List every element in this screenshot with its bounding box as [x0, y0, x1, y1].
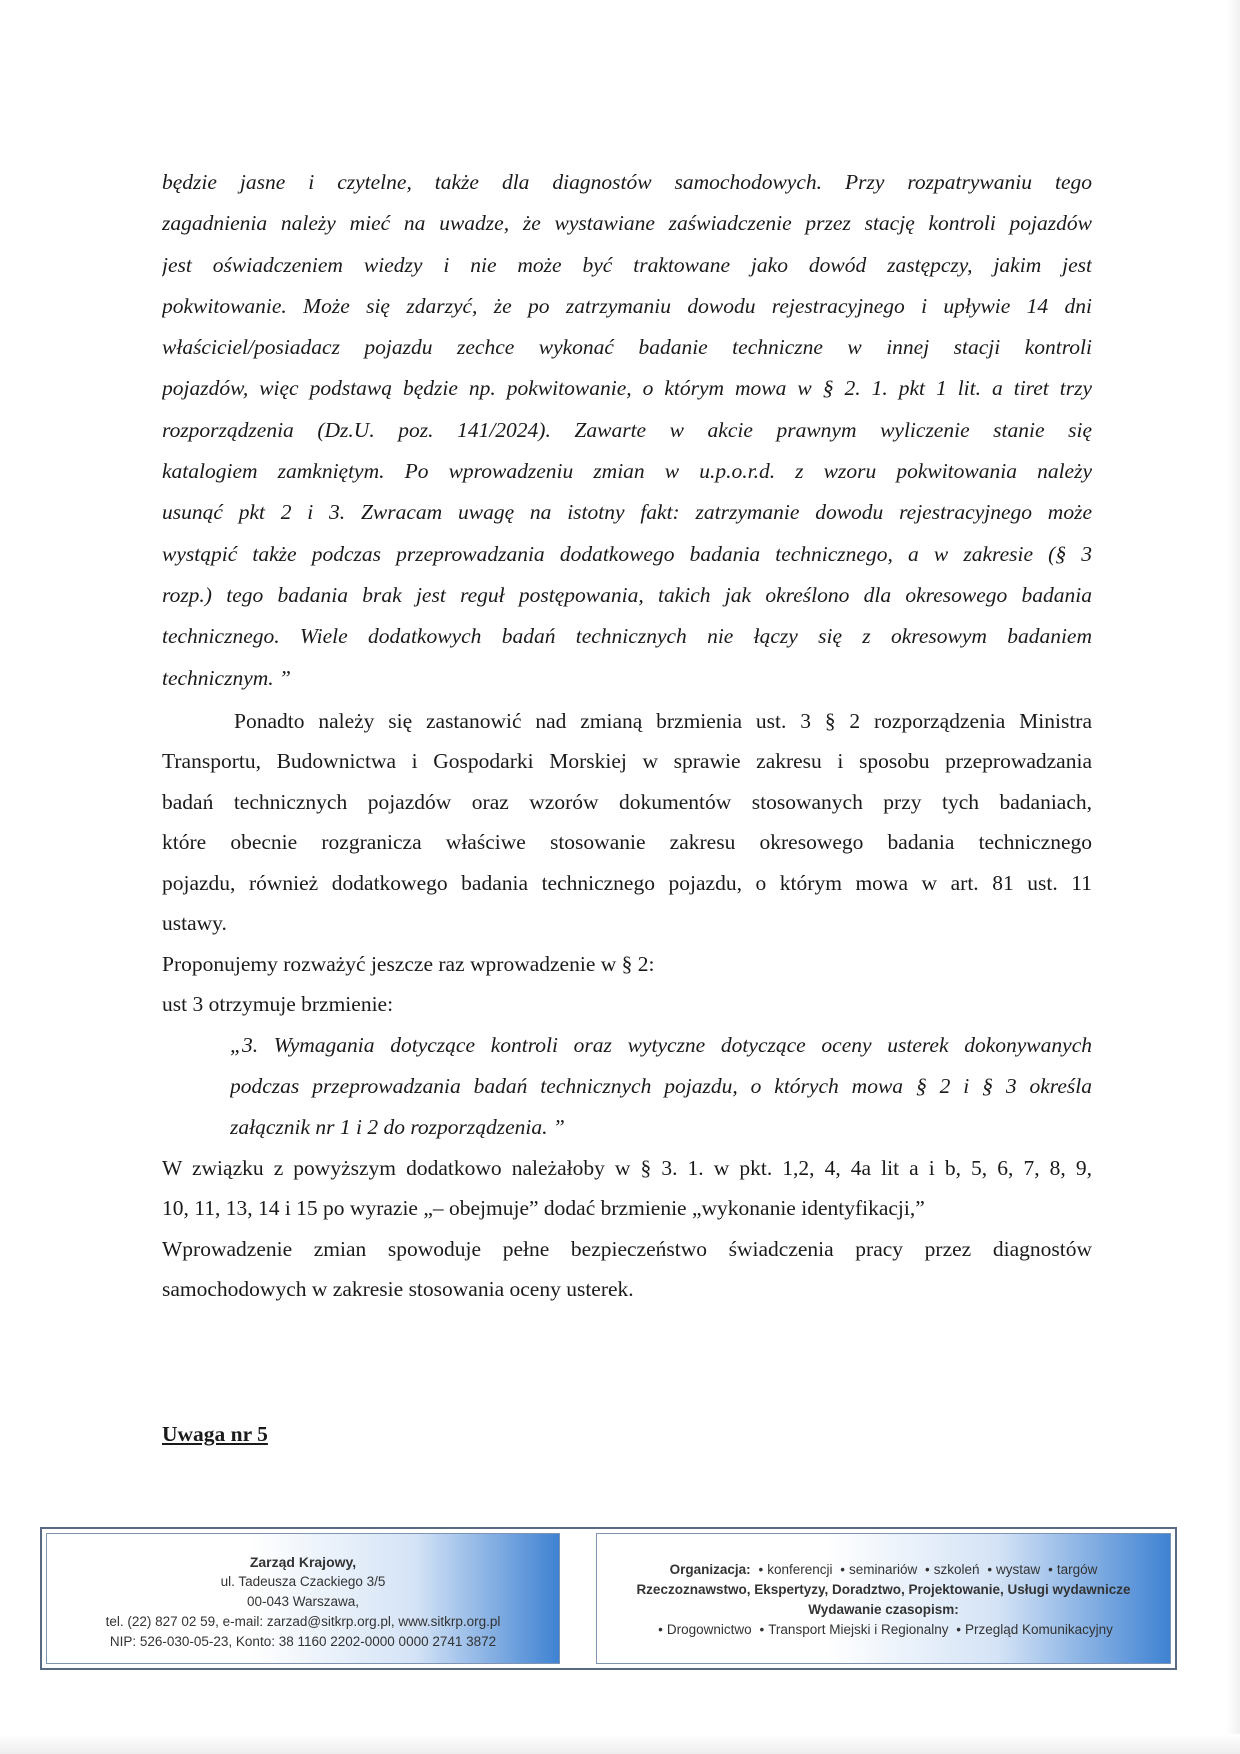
text-line: Proponujemy rozważyć jeszcze raz wprowadzenie w § 2:	[162, 951, 655, 976]
bullet-icon: •	[759, 1622, 765, 1637]
footer-org-name: Zarząd Krajowy,	[249, 1554, 357, 1570]
bullet-icon: •	[758, 1562, 764, 1577]
footer-services-box	[596, 1533, 1171, 1664]
text-line: ust 3 otrzymuje brzmienie:	[162, 992, 394, 1017]
footer-contact: tel. (22) 827 02 59, e-mail: zarzad@sitkrp.org.pl, www.sitkrp.org.pl	[105, 1614, 501, 1629]
text-line: technicznego. Wiele dodatkowych badań technicznych nie łączy się z okresowym badaniem	[162, 624, 1092, 649]
text-line: zagadnienia należy mieć na uwadze, że wystawiane zaświadczenie przez stację kontroli pojazdów	[162, 211, 1092, 236]
page-bottom-shadow	[0, 1734, 1240, 1754]
page-edge-shadow	[1226, 0, 1240, 1754]
bullet-icon: •	[987, 1562, 993, 1577]
footer-org-item: wystaw	[996, 1562, 1041, 1577]
footer-org-item: szkoleń	[933, 1562, 980, 1577]
text-line: które obecnie rozgranicza właściwe stosowanie zakresu okresowego badania technicznego	[162, 830, 1092, 855]
footer-address-box	[46, 1533, 560, 1664]
footer-city: 00-043 Warszawa,	[246, 1594, 360, 1609]
footer-org-label: Organizacja:	[669, 1562, 751, 1577]
bullet-icon: •	[956, 1622, 962, 1637]
quoted-italic-block	[162, 162, 1092, 699]
bullet-icon: •	[840, 1562, 845, 1577]
text-line: katalogiem zamkniętym. Po wprowadzeniu zmian w u.p.o.r.d. z wzoru pokwitowania należy	[162, 459, 1092, 484]
bullet-icon: •	[925, 1562, 930, 1577]
footer-magazine: Transport Miejski i Regionalny	[768, 1622, 949, 1637]
text-line: technicznym. ”	[162, 665, 291, 690]
text-line: pokwitowanie. Może się zdarzyć, że po zatrzymaniu dowodu rejestracyjnego i upływie 14 dni	[162, 293, 1092, 318]
footer-organization-line	[597, 1560, 1170, 1580]
text-line: jest oświadczeniem wiedzy i nie może być traktowane jako dowód zastępczy, jakim jest	[162, 252, 1092, 277]
section-heading: Uwaga nr 5	[162, 1422, 268, 1446]
text-line: rozp.) tego badania brak jest reguł postępowania, takich jak określono dla okresowego badania	[162, 582, 1092, 607]
letterhead-footer	[40, 1527, 1177, 1670]
footer-org-item: seminariów	[848, 1562, 918, 1577]
text-line: Wprowadzenie zmian spowoduje pełne bezpieczeństwo świadczenia pracy przez diagnostów	[162, 1236, 1092, 1261]
footer-magazine: Przegląd Komunikacyjny	[965, 1622, 1113, 1637]
proposed-wording-quote	[230, 1025, 1092, 1148]
footer-org-item: konferencji	[767, 1562, 833, 1577]
text-line: wystąpić także podczas przeprowadzania dodatkowego badania technicznego, a w zakresie (§ 3	[162, 541, 1092, 566]
footer-magazine: Drogownictwo	[666, 1622, 752, 1637]
text-line: będzie jasne i czytelne, także dla diagnostów samochodowych. Przy rozpatrywaniu tego	[162, 170, 1092, 194]
text-line: właściciel/posiadacz pojazdu zechce wykonać badanie techniczne w innej stacji kontroli	[162, 335, 1092, 360]
paragraph-conclusion	[162, 1229, 1092, 1310]
paragraph-regulation-change	[162, 701, 1092, 944]
footer-magazines-line	[597, 1620, 1170, 1640]
text-line: Transportu, Budownictwa i Gospodarki Morskiej w sprawie zakresu i sposobu przeprowadzania	[162, 749, 1092, 774]
footer-street: ul. Tadeusza Czackiego 3/5	[220, 1574, 386, 1589]
bullet-icon: •	[1048, 1562, 1053, 1577]
text-line: podczas przeprowadzania badań technicznych pojazdu, o których mowa § 2 i § 3 określa	[230, 1073, 1092, 1098]
footer-org-item: targów	[1056, 1562, 1098, 1577]
footer-services: Rzeczoznawstwo, Ekspertyzy, Doradztwo, Projektowanie, Usługi wydawnicze	[636, 1582, 1131, 1597]
text-line: samochodowych w zakresie stosowania oceny usterek.	[162, 1277, 634, 1302]
document-body	[162, 162, 1092, 1310]
text-line: badań technicznych pojazdów oraz wzorów dokumentów stosowanych przy tych badaniach,	[162, 789, 1092, 814]
text-line: pojazdu, również dodatkowego badania technicznego pojazdu, o którym mowa w art. 81 ust. 11	[162, 870, 1092, 895]
text-line: pojazdów, więc podstawą będzie np. pokwitowanie, o którym mowa w § 2. 1. pkt 1 lit. a tiret trzy	[162, 376, 1092, 401]
proposal-line	[162, 944, 1092, 1025]
text-line: usunąć pkt 2 i 3. Zwracam uwagę na istotny fakt: zatrzymanie dowodu rejestracyjnego może	[162, 500, 1092, 525]
text-line: 10, 11, 13, 14 i 15 po wyrazie „– obejmuje” dodać brzmienie „wykonanie identyfikacji,”	[162, 1196, 925, 1221]
text-line: Ponadto należy się zastanowić nad zmianą brzmienia ust. 3 § 2 rozporządzenia Ministra	[234, 708, 1092, 733]
footer-nip: NIP: 526-030-05-23, Konto: 38 1160 2202-0000 0000 2741 3872	[109, 1634, 497, 1649]
text-line: „3. Wymagania dotyczące kontroli oraz wytyczne dotyczące oceny usterek dokonywanych	[230, 1032, 1092, 1057]
bullet-icon: •	[658, 1622, 663, 1637]
text-line: załącznik nr 1 i 2 do rozporządzenia. ”	[230, 1114, 565, 1139]
text-line: rozporządzenia (Dz.U. poz. 141/2024). Zawarte w akcie prawnym wyliczenie stanie się	[162, 417, 1092, 442]
text-line: W związku z powyższym dodatkowo należałoby w § 3. 1. w pkt. 1,2, 4, 4a lit a i b, 5, 6, 7, 8, 9,	[162, 1155, 1092, 1180]
footer-magazines-label: Wydawanie czasopism:	[808, 1602, 959, 1617]
text-line: ustawy.	[162, 911, 227, 936]
paragraph-additional-change	[162, 1148, 1092, 1229]
